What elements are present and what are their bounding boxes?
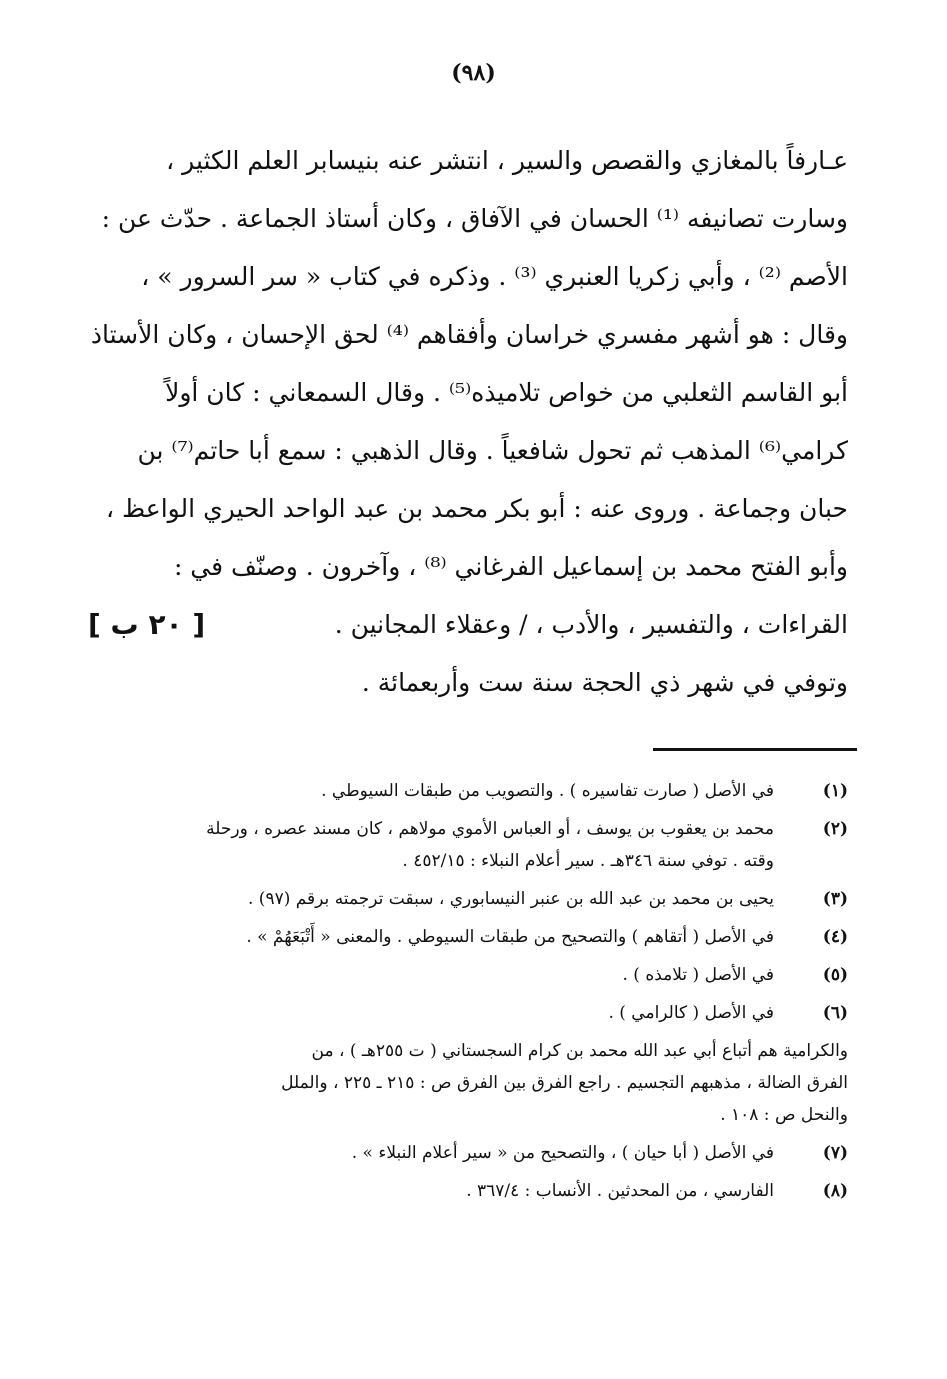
footnote-number: (٣): [822, 889, 848, 909]
footnote-line: والكرامية هم أتباع أبي عبد الله محمد بن كرام السجستاني ( ت ٢٥٥هـ ) ، من: [311, 1041, 848, 1061]
footnotes: [88, 775, 848, 1213]
main-text-line: حبان وجماعة . وروى عنه : أبو بكر محمد بن عبد الواحد الحيري الواعظ ،: [106, 494, 848, 523]
footnote-text: [88, 959, 774, 991]
footnote-line: في الأصل ( كالرامي ) .: [608, 1003, 774, 1023]
footnote: [88, 997, 848, 1029]
footnote-number: (٦): [822, 1003, 848, 1023]
footnote-number: (٨): [822, 1181, 848, 1201]
footnote: [88, 1137, 848, 1169]
footnote-number: (٥): [822, 965, 848, 985]
main-text-line: وسارت تصانيفه ⁽¹⁾ الحسان في الآفاق ، وكان أستاذ الجماعة . حدّث عن :: [101, 204, 848, 233]
footnote-text: [88, 997, 774, 1029]
main-text-line: [88, 596, 848, 654]
main-text-line: كرامي⁽⁶⁾ المذهب ثم تحول شافعياً . وقال الذهبي : سمع أبا حاتم⁽⁷⁾ بن: [137, 436, 848, 465]
footnote: [88, 921, 848, 953]
footnote-text: [88, 813, 774, 877]
footnote-divider: [653, 748, 857, 751]
footnote-number: (٤): [822, 927, 848, 947]
footnote-text: [88, 775, 774, 807]
folio-marker: [ ٢٠ ب ]: [88, 608, 206, 641]
footnote-line: الفارسي ، من المحدثين . الأنساب : ٣٦٧/٤ .: [466, 1181, 774, 1201]
footnote-line: محمد بن يعقوب بن يوسف ، أو العباس الأموي مولاهم ، كان مسند عصره ، ورحلة: [206, 819, 774, 839]
footnote-text: [88, 1175, 774, 1207]
footnote: [88, 775, 848, 807]
footnote: [88, 1175, 848, 1207]
footnote-line: يحيى بن محمد بن عبد الله بن عنبر النيسابوري ، سبقت ترجمته برقم (٩٧) .: [247, 889, 774, 909]
footnote-continuation: [88, 1035, 848, 1131]
main-text-line: الأصم ⁽²⁾ ، وأبي زكريا العنبري ⁽³⁾ . وذكره في كتاب « سر السرور » ،: [141, 262, 848, 291]
footnote-line: في الأصل ( أتقاهم ) والتصحيح من طبقات السيوطي . والمعنى « أَتْبَعَهُمْ » .: [246, 927, 774, 947]
footnote: [88, 959, 848, 991]
main-text-line: عـارفاً بالمغازي والقصص والسير ، انتشر عنه بنيسابر العلم الكثير ،: [166, 146, 848, 175]
footnote-line: الفرق الضالة ، مذهبهم التجسيم . راجع الفرق بين الفرق ص : ٢١٥ ـ ٢٢٥ ، والملل: [281, 1073, 848, 1093]
footnote-text: [88, 883, 774, 915]
footnote-line: والنحل ص : ١٠٨ .: [720, 1105, 848, 1125]
footnote-number: (١): [822, 781, 848, 801]
main-text-line: وقال : هو أشهر مفسري خراسان وأفقاهم ⁽⁴⁾ لحق الإحسان ، وكان الأستاذ: [90, 320, 848, 349]
footnote-line: في الأصل ( تلامذه ) .: [622, 965, 774, 985]
main-text-line: أبو القاسم الثعلبي من خواص تلاميذه⁽⁵⁾ . وقال السمعاني : كان أولاً: [165, 378, 848, 407]
footnote-number: (٧): [822, 1143, 848, 1163]
footnote-number: (٢): [822, 819, 848, 839]
footnote-line: وقته . توفي سنة ٣٤٦هـ . سير أعلام النبلاء : ٤٥٢/١٥ .: [402, 851, 774, 871]
footnote-text: [88, 921, 774, 953]
footnote: [88, 813, 848, 877]
footnote-line: في الأصل ( أبا حيان ) ، والتصحيح من « سير أعلام النبلاء » .: [351, 1143, 774, 1163]
main-text-line: وتوفي في شهر ذي الحجة سنة ست وأربعمائة .: [361, 668, 848, 697]
main-text-line: وأبو الفتح محمد بن إسماعيل الفرغاني ⁽⁸⁾ ، وآخرون . وصنّف في :: [173, 552, 848, 581]
footnote-line: في الأصل ( صارت تفاسيره ) . والتصويب من طبقات السيوطي .: [321, 781, 774, 801]
footnote-text: [88, 1137, 774, 1169]
main-text-line-content: القراءات ، والتفسير ، والأدب ، / وعقلاء المجانين .: [334, 610, 848, 639]
main-text: [88, 132, 848, 712]
footnote: [88, 883, 848, 915]
page-number: (٩٨): [451, 60, 496, 86]
